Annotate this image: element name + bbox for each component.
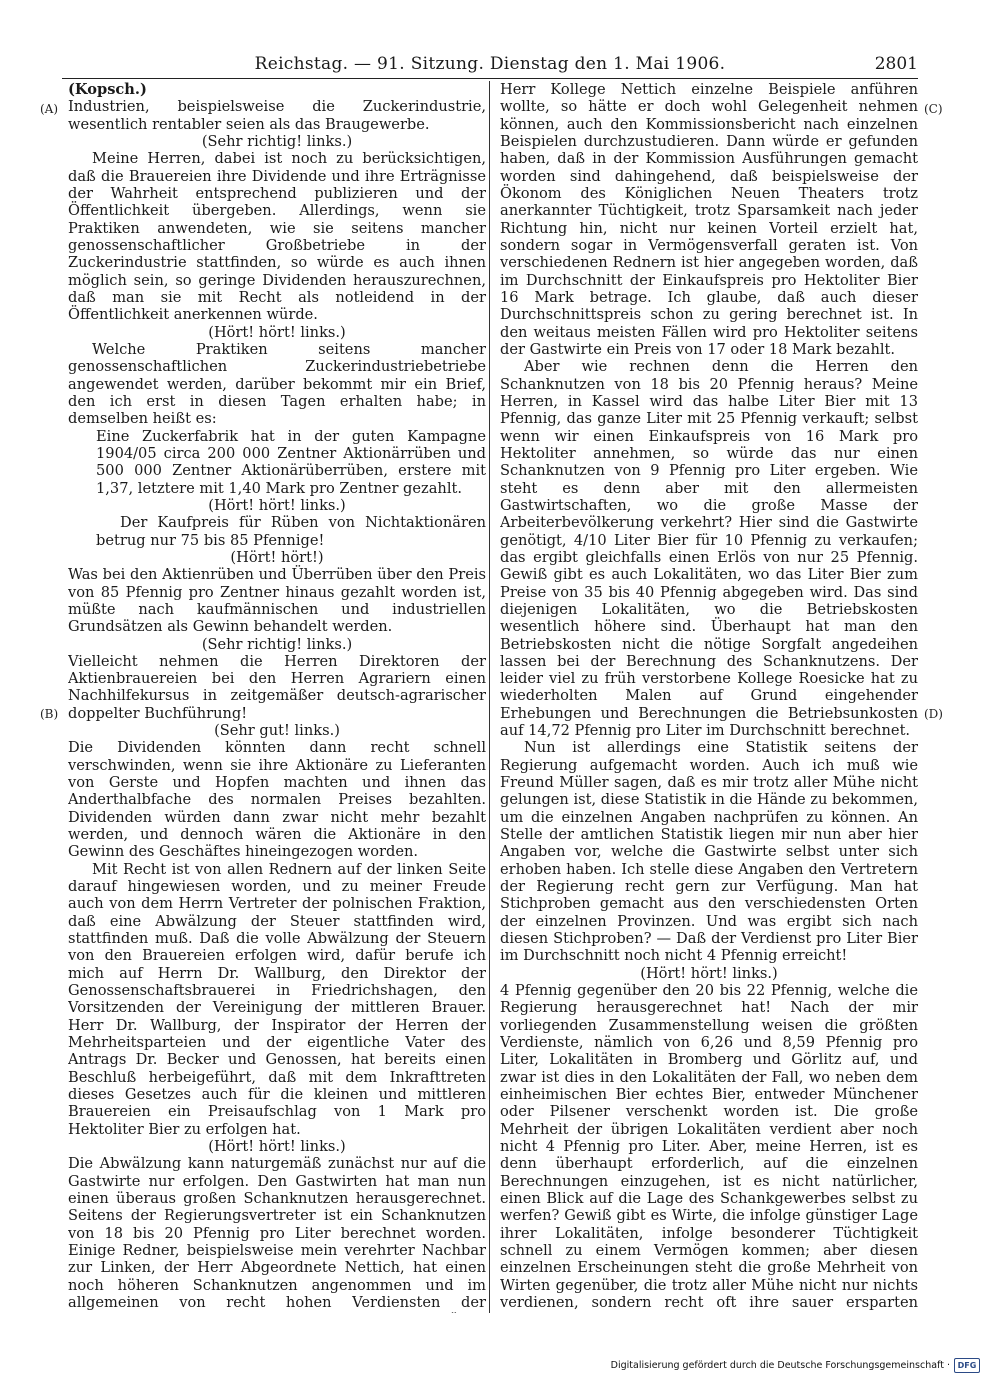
digitization-credit bbox=[611, 1358, 980, 1373]
paragraph: Die Dividenden könnten dann recht schnell verschwinden, wenn sie ihre Aktionäre zu Lieferanten von Gerste und Hopfen machten und ihnen das Anderthalbfache des normalen Preises bezahlten. Dividenden würden dann zwar nicht mehr bezahlt werden, und dennoch wären die Aktionäre in den Gewinn des Geschäftes hineingezogen worden. bbox=[68, 739, 486, 861]
paragraph: Vielleicht nehmen die Herren Direktoren der Aktienbrauereien bei den Herren Agrariern einen Nachhilfekursus in zeitgemäßer deutsch-agrarischer doppelter Buchführung! bbox=[68, 652, 486, 722]
paragraph: Welche Praktiken seitens mancher genossenschaftlichen Zuckerindustriebetriebe angewendet werden, darüber bekommt mir ein Brief, den ich erst in diesen Tagen erhalten habe; in demselben heißt es: bbox=[68, 340, 486, 428]
interjection: (Hört! hört! links.) bbox=[208, 496, 346, 514]
left-text-column bbox=[68, 81, 486, 1313]
paragraph: Nun ist allerdings eine Statistik seitens der Regierung aufgemacht worden. Auch ich muß wie Freund Müller sagen, daß es mir trotz aller Mühe nicht gelungen ist, diese Statistik in die Hände zu bekommen, um die einzelnen Angaben nachprüfen zu können. An Stelle der amtlichen Statistik liegen mir nun aber hier Angaben vor, welche die Gastwirte selbst unter sich erhoben haben. Ich stelle diese Angaben den Vertretern der Regierung recht gern zur Verfügung. Man hat Stichproben gemacht aus den verschiedensten Orten der einzelnen Provinzen. Und was ergibt sich nach diesen Stichproben? — Daß der Verdienst pro Liter Bier im Durchschnitt noch nicht 4 Pfennig erreicht! bbox=[500, 739, 918, 965]
interjection: (Sehr gut! links.) bbox=[214, 722, 340, 740]
interjection: (Hört! hört! links.) bbox=[640, 964, 778, 982]
right-text-column bbox=[500, 81, 918, 1313]
margin-marker-b: (B) bbox=[40, 707, 59, 721]
interjection: (Hört! hört! links.) bbox=[208, 1138, 346, 1156]
paragraph: Herr Kollege Nettich einzelne Beispiele anführen wollte, so hätte er doch wohl Gelegenheit nehmen können, auch den Kommissionsbericht nach einzelnen Beispielen durchzustudieren. Dann würde er gefunden haben, daß in der Kommission Ausführungen gemacht worden sind dahingehend, daß beispielsweise der Ökonom des Königlichen Neuen Theaters trotz anerkannter Tüchtigkeit, trotz Sparsamkeit nach jeder Richtung hin, nicht nur keinen Vorteil erzielt hat, sondern sogar in Vermögensverfall geraten ist. Von verschiedenen Rednern ist hier angegeben worden, daß im Durchschnitt der Einkaufspreis pro Hektoliter Bier 16 Mark betrage. Ich glaube, daß auch dieser Durchschnittspreis schon zu gering berechnet ist. In den weitaus meisten Fällen wird pro Hektoliter seitens der Gastwirte ein Preis von 17 oder 18 Mark bezahlt. bbox=[500, 81, 918, 358]
paragraph: Industrien, beispielsweise die Zuckerindustrie, wesentlich rentabler seien als das Braugewerbe. bbox=[68, 98, 486, 133]
page-header bbox=[62, 50, 918, 79]
paragraph: Was bei den Aktienrüben und Überrüben über den Preis von 85 Pfennig pro Zentner hinaus gezahlt worden ist, müßte nach kaufmännischen und industriellen Grundsätzen als Gewinn behandelt werden. bbox=[68, 566, 486, 636]
paragraph: Der Kaufpreis für Rüben von Nichtaktionären betrug nur 75 bis 85 Pfennige! bbox=[96, 514, 486, 549]
margin-marker-d: (D) bbox=[924, 707, 943, 721]
paragraph: Meine Herren, dabei ist noch zu berücksichtigen, daß die Brauereien ihre Dividende und ihre Erträgnisse der Wahrheit entsprechend publizieren und der Öffentlichkeit übergeben. Allerdings, wenn sie Praktiken anwendeten, wie sie seitens mancher genossenschaftlicher Großbetriebe in der Zuckerindustrie stattfinden, so würde es auch ihnen möglich sein, so geringe Dividenden herauszurechnen, daß man sie mit Recht als notleidend in der Öffentlichkeit anerkennen würde. bbox=[68, 150, 486, 324]
footer-text: Digitalisierung gefördert durch die Deutsche Forschungsgemeinschaft · bbox=[610, 1360, 950, 1371]
paragraph: 4 Pfennig gegenüber den 20 bis 22 Pfennig, welche die Regierung herausgerechnet hat! Nach der mir vorliegenden Zusammenstellung weisen die größten Verdienste, nämlich von 6,26 und 8,59 Pfennig pro Liter, Lokalitäten in Bromberg und Görlitz auf, und zwar ist dies in den Lokalitäten der Fall, wo neben dem einheimischen Bier echtes Bier, entweder Münchener oder Pilsener verschenkt worden ist. Die große Mehrheit der übrigen Lokalitäten verdient aber noch nicht 4 Pfennig pro Liter. Aber, meine Herren, ist es denn überhaupt erforderlich, auf die einzelnen Berechnungen einzugehen, ist es nicht natürlicher, einen Blick auf die Lage des Schankgewerbes selbst zu werfen? Gewiß gibt es Wirte, die infolge günstiger Lage ihrer Lokalitäten, infolge besonderer Tüchtigkeit schnell zu einem Vermögen kommen; aber diesen einzelnen Erscheinungen steht die große Mehrheit von Wirten gegenüber, die trotz aller Mühe nicht nur nichts verdienen, sondern recht oft ihre sauer ersparten bbox=[500, 982, 918, 1311]
dfg-logo: DFG bbox=[954, 1358, 980, 1373]
interjection: (Hört! hört! links.) bbox=[208, 323, 346, 341]
speaker-name: (Kopsch.) bbox=[68, 81, 147, 98]
paragraph: Mit Recht ist von allen Rednern auf der linken Seite darauf hingewiesen worden, und zu meiner Freude auch von dem Herrn Vertreter der polnischen Fraktion, daß eine Abwälzung der Steuer stattfinden wird, stattfinden muß. Daß die volle Abwälzung der Steuern von den Brauereien erfolgen wird, dafür berufe ich mich auf Herrn Dr. Wallburg, den Direktor der Genossenschaftsbrauerei in Friedrichshagen, den Vorsitzenden der Vereinigung der mittleren Brauer. Herr Dr. Wallburg, der Inspirator der Herren der Mehrheitsparteien und der eigentliche Vater des Antrags Dr. Becker und Genossen, hat bereits einen Beschluß herbeigeführt, daß mit dem Inkrafttreten dieses Gesetzes auch für die kleinen und mittleren Brauereien ein Preisaufschlag von 1 Mark pro Hektoliter Bier zu erfolgen hat. bbox=[68, 860, 486, 1138]
paragraph: Die Abwälzung kann naturgemäß zunächst nur auf die Gastwirte nur erfolgen. Den Gastwirten hat man nun einen überaus großen Schanknutzen herausgerechnet. Seitens der Regierungsvertreter ist ein Schanknutzen von 18 bis 20 Pfennig pro Liter berechnet worden. Einige Redner, beispielsweise mein verehrter Nachbar zur Linken, der Herr Abgeordnete Nettich, hat einen noch höheren Schanknutzen angenommen und im allgemeinen von recht hohen Verdiensten der bbox=[68, 1155, 486, 1311]
interjection: (Sehr richtig! links.) bbox=[201, 635, 353, 653]
page-number: 2801 bbox=[874, 54, 918, 74]
column-divider bbox=[489, 81, 490, 1313]
paragraph: Eine Zuckerfabrik hat in der guten Kampagne 1904/05 circa 200 000 Zentner Aktionärrüben und 500 000 Zentner Aktionärüberrüben, erstere mit 1,37, letztere mit 1,40 Mark pro Zentner gezahlt. bbox=[96, 427, 486, 497]
margin-marker-c: (C) bbox=[924, 102, 943, 116]
interjection: (Sehr richtig! links.) bbox=[201, 132, 353, 150]
paragraph: Aber wie rechnen denn die Herren den Schanknutzen von 18 bis 20 Pfennig heraus? Meine Herren, in Kassel wird das halbe Liter Bier mit 13 Pfennig, das ganze Liter mit 25 Pfennig verkauft; selbst wenn wir einen Einkaufspreis von 16 Mark pro Hektoliter annehmen, so würde das nur einen Schanknutzen von 9 Pfennig pro Liter ergeben. Wie steht es denn aber mit den allermeisten Gastwirtschaften, wo die große Masse der Arbeiterbevölkerung verkehrt? Hier sind die Gastwirte genötigt, 4/10 Liter Bier für 10 Pfennig zu verkaufen; das ergibt gleichfalls einen Erlös von nur 25 Pfennig. Gewiß gibt es auch Lokalitäten, wo das Liter Bier zum Preise von 35 bis 40 Pfennig abgegeben wird. Das sind diejenigen Lokalitäten, wo die Betriebskosten wesentlich höhere sind. Überhaupt hat man den Betriebskosten nicht die nötige Sorgfalt angedeihen lassen bei der Berechnung des Schanknutzens. Der leider viel zu früh verstorbene Kollege Roesicke hat zu wiederholten Malen auf Grund eingehender Erhebungen und Berechnungen die Betriebsunkosten auf 14,72 Pfennig pro Liter im Durchschnitt berechnet. bbox=[500, 358, 918, 740]
interjection: (Hört! hört!) bbox=[230, 548, 324, 566]
running-title: Reichstag. — 91. Sitzung. Dienstag den 1. Mai 1906. bbox=[254, 54, 726, 74]
margin-marker-a: (A) bbox=[40, 102, 59, 116]
